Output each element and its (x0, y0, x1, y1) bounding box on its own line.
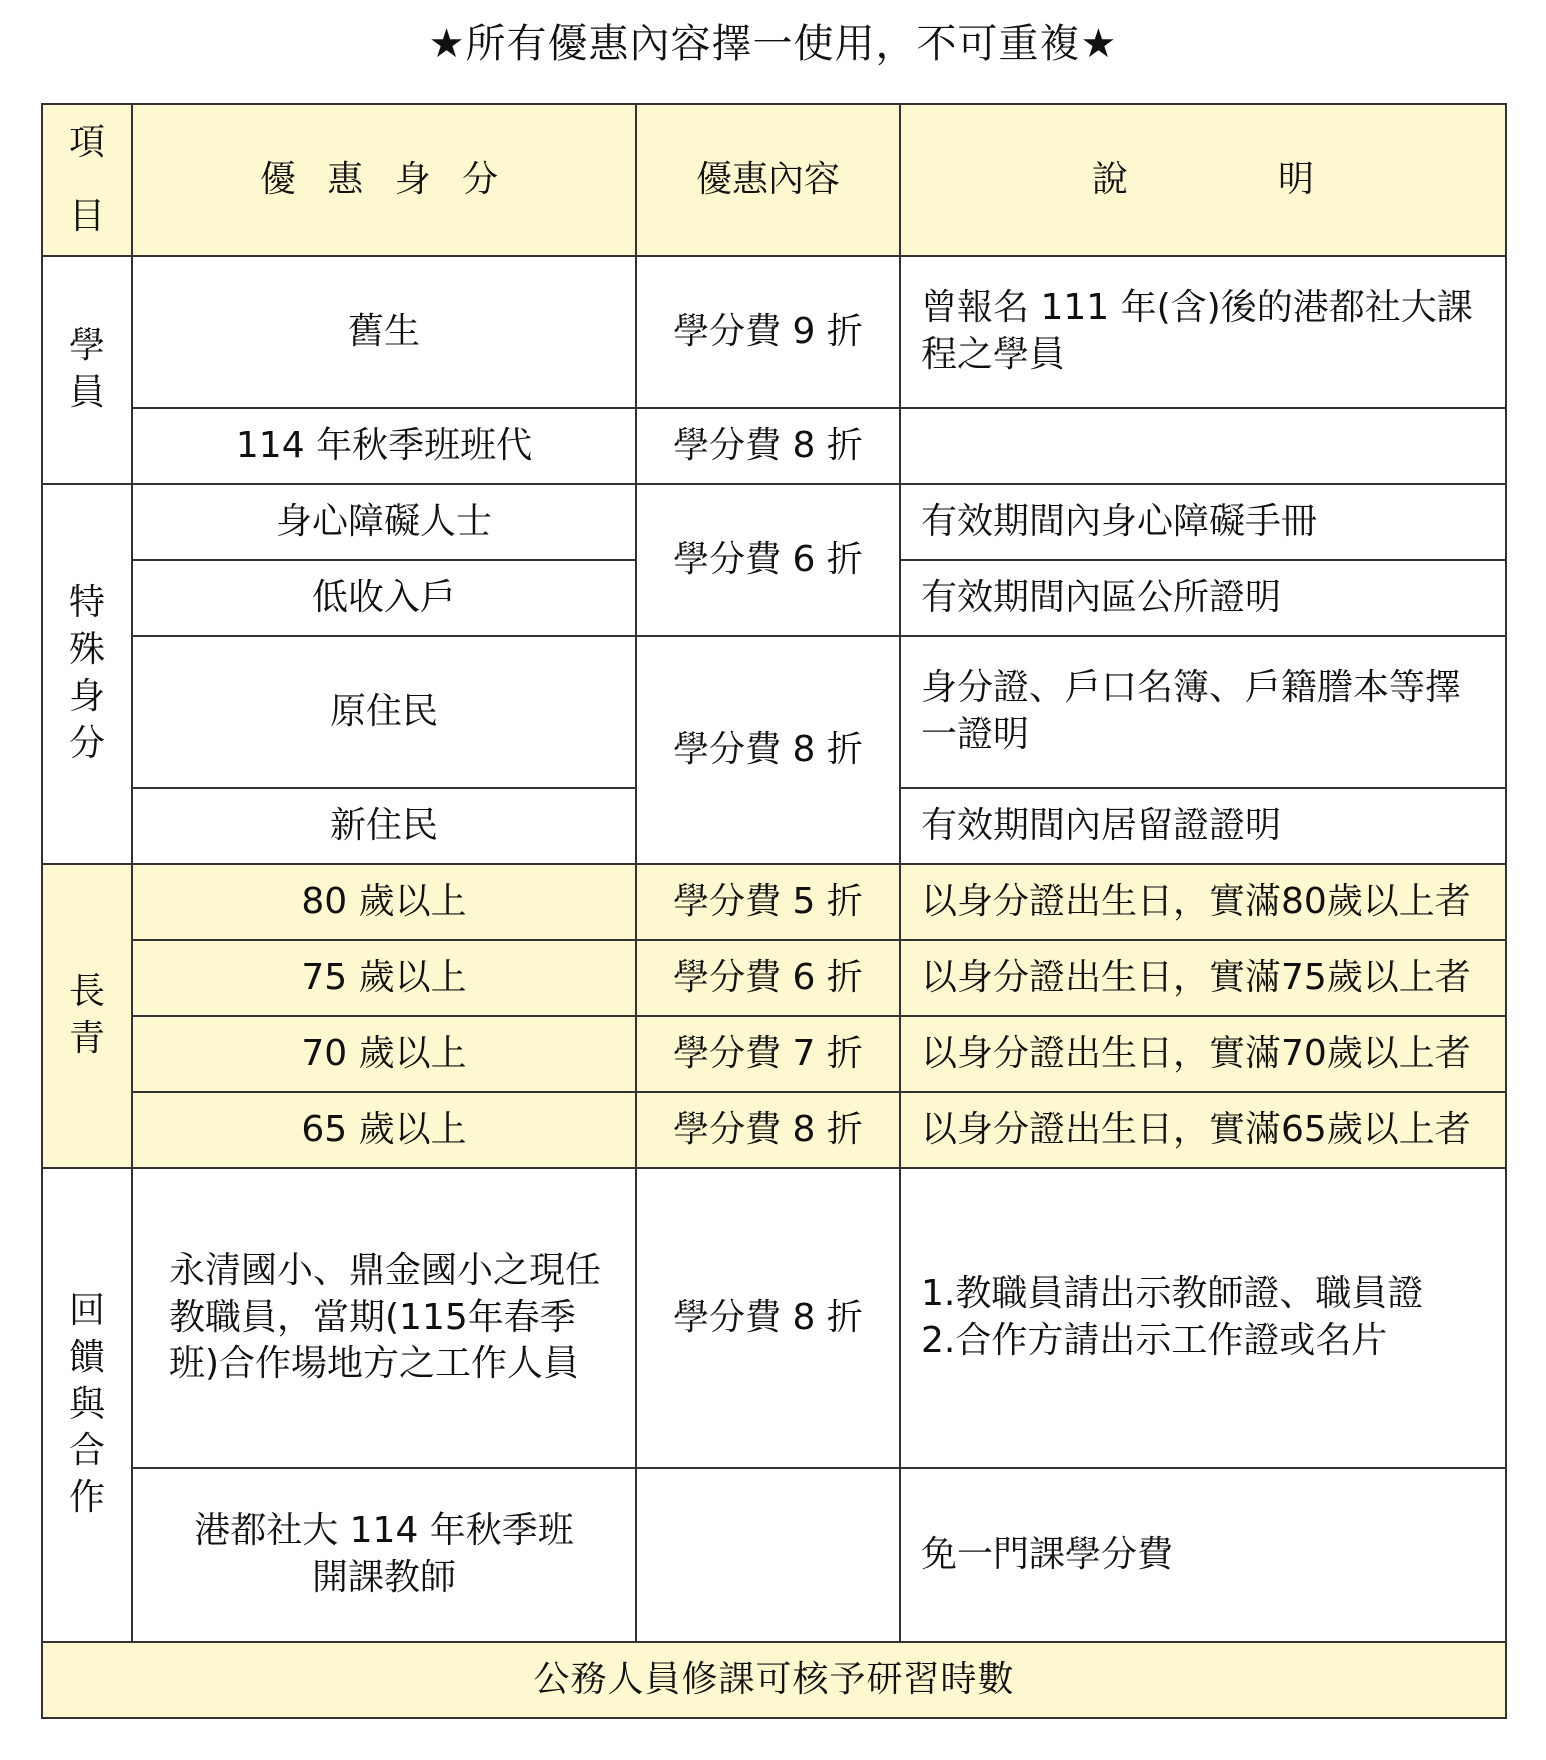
identity-cell: 80 歲以上 (132, 864, 636, 940)
identity-cell: 65 歲以上 (132, 1092, 636, 1168)
description-cell: 以身分證出生日，實滿65歲以上者 (900, 1092, 1506, 1168)
description-cell: 身分證、戶口名簿、戶籍謄本等擇一證明 (900, 636, 1506, 788)
content-cell: 學分費 8 折 (636, 636, 900, 864)
identity-cell: 75 歲以上 (132, 940, 636, 1016)
identity-cell: 原住民 (132, 636, 636, 788)
description-cell (900, 1168, 1506, 1468)
table-row (42, 940, 1506, 1016)
description-cell: 以身分證出生日，實滿70歲以上者 (900, 1016, 1506, 1092)
table-row (42, 408, 1506, 484)
description-cell: 免一門課學分費 (900, 1468, 1506, 1642)
content-cell: 學分費 7 折 (636, 1016, 900, 1092)
table-row (42, 1016, 1506, 1092)
description-line-2: 2.合作方請出示工作證或名片 (921, 1320, 1388, 1361)
content-cell: 學分費 6 折 (636, 940, 900, 1016)
table-row (42, 1092, 1506, 1168)
content-cell: 學分費 9 折 (636, 256, 900, 408)
identity-cell (132, 1468, 636, 1642)
footer-note: 公務人員修課可核予研習時數 (42, 1642, 1506, 1718)
group-student: 學 員 (42, 256, 132, 484)
description-cell: 有效期間內居留證證明 (900, 788, 1506, 864)
description-cell: 以身分證出生日，實滿75歲以上者 (900, 940, 1506, 1016)
content-cell: 學分費 6 折 (636, 484, 900, 636)
identity-cell: 新住民 (132, 788, 636, 864)
identity-cell: 永清國小、鼎金國小之現任教職員，當期(115年春季班)合作場地方之工作人員 (132, 1168, 636, 1468)
table-row (42, 1168, 1506, 1468)
content-cell: 學分費 5 折 (636, 864, 900, 940)
identity-cell: 低收入戶 (132, 560, 636, 636)
identity-cell: 114 年秋季班班代 (132, 408, 636, 484)
header-item: 項 目 (42, 104, 132, 256)
header-desc-right: 明 (1278, 158, 1315, 200)
description-cell: 有效期間內身心障礙手冊 (900, 484, 1506, 560)
description-cell (900, 408, 1506, 484)
identity-cell: 70 歲以上 (132, 1016, 636, 1092)
identity-cell: 身心障礙人士 (132, 484, 636, 560)
group-partner: 回 饋 與 合 作 (42, 1168, 132, 1642)
group-special: 特 殊 身 分 (42, 484, 132, 864)
description-cell: 有效期間內區公所證明 (900, 560, 1506, 636)
content-cell: 學分費 8 折 (636, 1168, 900, 1468)
table-row (42, 484, 1506, 560)
description-cell: 曾報名 111 年(含)後的港都社大課程之學員 (900, 256, 1506, 408)
description-cell: 以身分證出生日，實滿80歲以上者 (900, 864, 1506, 940)
identity-line-1: 港都社大 114 年秋季班 (194, 1510, 574, 1552)
description-line-1: 1.教職員請出示教師證、職員證 (921, 1273, 1424, 1315)
identity-cell: 舊生 (132, 256, 636, 408)
header-description (900, 104, 1506, 256)
discount-table (41, 103, 1507, 1719)
header-desc-left: 說 (1091, 158, 1128, 200)
header-identity: 優 惠 身 分 (132, 104, 636, 256)
page-title: ★所有優惠內容擇一使用，不可重複★ (428, 21, 1118, 67)
group-elder: 長 青 (42, 864, 132, 1168)
content-cell: 學分費 8 折 (636, 408, 900, 484)
header-row (42, 104, 1506, 256)
table-row (42, 864, 1506, 940)
identity-line-2: 開課教師 (311, 1557, 456, 1598)
content-cell (636, 1468, 900, 1642)
table-row (42, 256, 1506, 408)
table-row (42, 636, 1506, 788)
header-content: 優惠內容 (636, 104, 900, 256)
table-row (42, 1468, 1506, 1642)
content-cell: 學分費 8 折 (636, 1092, 900, 1168)
footer-row (42, 1642, 1506, 1718)
